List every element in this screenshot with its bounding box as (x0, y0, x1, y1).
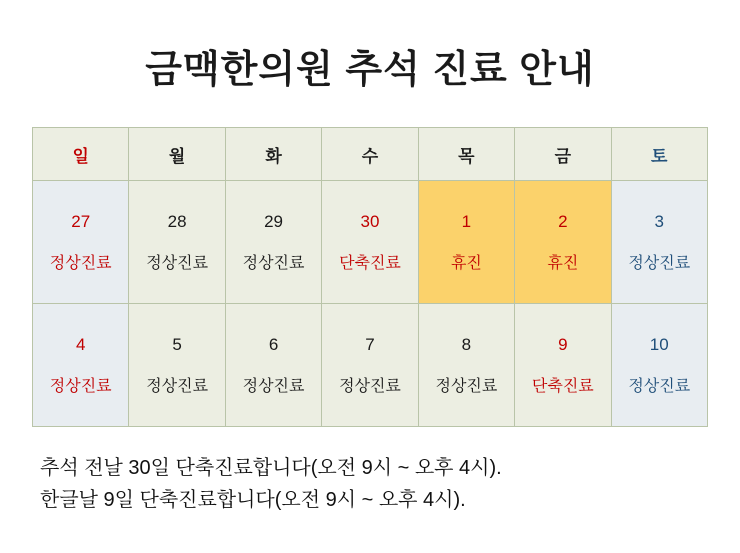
day-number: 30 (360, 211, 380, 231)
day-number: 29 (264, 211, 284, 231)
weekday-header-fri (515, 128, 611, 181)
day-status: 정상진료 (49, 377, 112, 395)
calendar-day-cell (33, 304, 129, 427)
day-number: 8 (461, 334, 472, 354)
day-number: 27 (71, 211, 91, 231)
weekday-header-sun (33, 128, 129, 181)
calendar-day-cell (225, 304, 321, 427)
calendar-week-row (33, 181, 708, 304)
day-status: 휴진 (450, 254, 482, 272)
day-number: 9 (558, 334, 568, 354)
weekday-label: 화 (265, 146, 282, 166)
day-status: 정상진료 (146, 377, 209, 395)
calendar-day-cell (322, 181, 418, 304)
weekday-label: 월 (168, 146, 186, 166)
calendar-week-row (33, 304, 708, 427)
weekday-header-sat (611, 128, 707, 181)
weekday-label: 수 (361, 146, 379, 166)
calendar-day-cell (33, 181, 129, 304)
calendar-day-cell-holiday (515, 181, 611, 304)
calendar-day-cell (515, 304, 611, 427)
day-status: 정상진료 (628, 254, 691, 272)
weekday-label: 목 (458, 146, 475, 166)
calendar-day-cell (322, 304, 418, 427)
calendar-day-cell (418, 304, 514, 427)
calendar-body (33, 181, 708, 427)
calendar-day-cell (129, 304, 225, 427)
calendar-day-cell (611, 304, 707, 427)
weekday-header-thu (418, 128, 514, 181)
day-status: 휴진 (547, 254, 579, 272)
day-number: 1 (461, 211, 472, 231)
day-status: 정상진료 (435, 377, 498, 395)
day-number: 3 (654, 211, 664, 231)
weekday-label: 금 (554, 146, 572, 166)
day-status: 정상진료 (339, 377, 401, 395)
calendar-day-cell-holiday (418, 181, 514, 304)
day-status: 정상진료 (146, 254, 209, 272)
day-number: 4 (75, 334, 86, 354)
notes-section (40, 453, 740, 515)
day-number: 28 (167, 211, 187, 231)
note-line-1: 추석 전날 30일 단축진료합니다(오전 9시 ~ 오후 4시). (40, 457, 502, 479)
weekday-header-tue (225, 128, 321, 181)
day-number: 7 (365, 334, 375, 354)
calendar-day-cell (225, 181, 321, 304)
schedule-calendar (32, 127, 708, 427)
day-status: 정상진료 (242, 254, 305, 272)
day-number: 6 (268, 334, 279, 354)
page-title: 금맥한의원 추석 진료 안내 (145, 49, 595, 91)
day-number: 2 (558, 211, 568, 231)
weekday-header-wed (322, 128, 418, 181)
weekday-label: 토 (651, 146, 668, 166)
day-number: 5 (172, 334, 182, 354)
calendar-header-row (33, 128, 708, 181)
calendar-container (32, 127, 708, 427)
day-status: 정상진료 (49, 254, 112, 272)
day-status: 단축진료 (531, 377, 594, 395)
day-status: 정상진료 (628, 377, 691, 395)
day-status: 정상진료 (242, 377, 305, 395)
day-number: 10 (649, 334, 669, 354)
calendar-day-cell (611, 181, 707, 304)
calendar-day-cell (129, 181, 225, 304)
note-line-2: 한글날 9일 단축진료합니다(오전 9시 ~ 오후 4시). (40, 489, 466, 511)
weekday-header-mon (129, 128, 225, 181)
weekday-label: 일 (72, 146, 89, 166)
day-status: 단축진료 (339, 254, 401, 272)
